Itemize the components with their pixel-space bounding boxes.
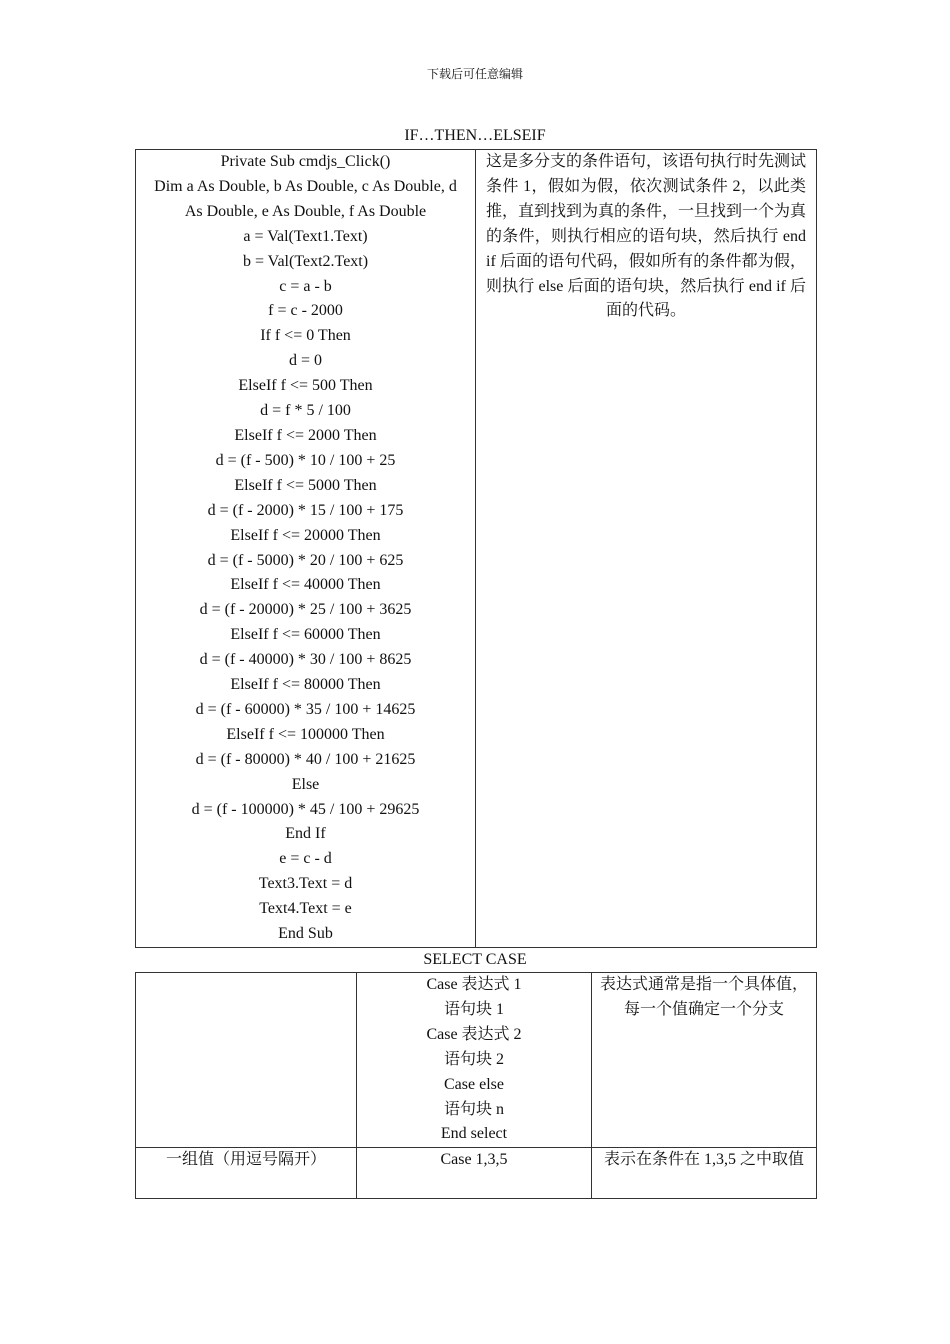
code-line: d = (f - 5000) * 20 / 100 + 625 — [207, 551, 404, 569]
code-line: Private Sub cmdjs_Click() — [220, 153, 391, 170]
code-line: End select — [440, 1125, 508, 1143]
table-row — [136, 1148, 817, 1199]
code-line: Text4.Text = e — [259, 900, 352, 918]
code-cell — [357, 1148, 592, 1199]
code-line: a = Val(Text1.Text) — [243, 227, 368, 245]
code-line: Case else — [444, 1075, 504, 1093]
row-label — [136, 973, 357, 1148]
if-then-elseif-table — [135, 149, 817, 948]
code-block — [363, 973, 585, 1147]
code-line: Case 表达式 1 — [426, 976, 522, 993]
code-cell — [136, 150, 476, 948]
code-line: e = c - d — [279, 850, 332, 868]
code-line: d = (f - 500) * 10 / 100 + 25 — [215, 451, 396, 469]
code-line: End Sub — [278, 925, 333, 943]
row-label: 一组值（用逗号隔开） — [136, 1148, 357, 1199]
code-cell — [357, 973, 592, 1148]
header-note: 下载后可任意编辑 — [426, 67, 523, 81]
section2-title: SELECT CASE — [423, 951, 527, 968]
code-line: Else — [291, 775, 320, 793]
code-line: b = Val(Text2.Text) — [242, 252, 369, 270]
code-line: ElseIf f <= 5000 Then — [234, 476, 377, 494]
section1-title: IF…THEN…ELSEIF — [404, 127, 546, 144]
note-cell: 表示在条件在 1,3,5 之中取值 — [592, 1148, 817, 1199]
code-line: ElseIf f <= 100000 Then — [226, 725, 385, 743]
table-row — [136, 150, 817, 948]
code-line: d = 0 — [288, 352, 323, 370]
code-line: Case 表达式 2 — [426, 1025, 522, 1043]
code-line: ElseIf f <= 2000 Then — [234, 426, 377, 444]
code-line: d = f * 5 / 100 — [260, 402, 351, 420]
code-line: d = (f - 40000) * 30 / 100 + 8625 — [199, 651, 412, 669]
code-line: d = (f - 100000) * 45 / 100 + 29625 — [191, 800, 420, 818]
code-line: ElseIf f <= 60000 Then — [230, 626, 381, 644]
code-line: c = a - b — [279, 277, 332, 295]
code-line: ElseIf f <= 80000 Then — [230, 676, 381, 694]
code-line: d = (f - 20000) * 25 / 100 + 3625 — [199, 601, 412, 619]
code-line: As Double, e As Double, f As Double — [184, 202, 427, 220]
code-line: Text3.Text = d — [258, 875, 353, 893]
code-line: d = (f - 2000) * 15 / 100 + 175 — [207, 501, 404, 519]
code-line: If f <= 0 Then — [260, 327, 351, 345]
code-block — [142, 150, 469, 947]
code-line: ElseIf f <= 500 Then — [238, 377, 373, 395]
code-line: 语句块 n — [443, 1100, 504, 1118]
code-line: Dim a As Double, b As Double, c As Double, d — [154, 177, 457, 195]
select-case-table — [135, 972, 817, 1199]
table-row — [136, 973, 817, 1148]
code-line: f = c - 2000 — [268, 302, 343, 320]
code-line: ElseIf f <= 20000 Then — [230, 526, 381, 544]
code-block — [363, 1148, 585, 1173]
description-cell: 这是多分支的条件语句，该语句执行时先测试条件 1，假如为假，依次测试条件 2，以此类推，直到找到为真的条件，一旦找到一个为真的条件，则执行相应的语句块，然后执行 end if 后面的语句代码，假如所有的条件都为假，则执行 else 后面的语句块，然后执行 end if 后面的代码。 — [476, 150, 817, 948]
code-line: 语句块 1 — [443, 1000, 504, 1018]
note-cell: 表达式通常是指一个具体值， 每一个值确定一个分支 — [592, 973, 817, 1148]
code-line: ElseIf f <= 40000 Then — [230, 576, 381, 594]
code-line: d = (f - 80000) * 40 / 100 + 21625 — [195, 750, 416, 768]
code-line: End If — [285, 825, 326, 843]
code-line: d = (f - 60000) * 35 / 100 + 14625 — [195, 700, 416, 718]
code-line: 语句块 2 — [443, 1050, 504, 1068]
code-line: Case 1,3,5 — [440, 1151, 508, 1169]
